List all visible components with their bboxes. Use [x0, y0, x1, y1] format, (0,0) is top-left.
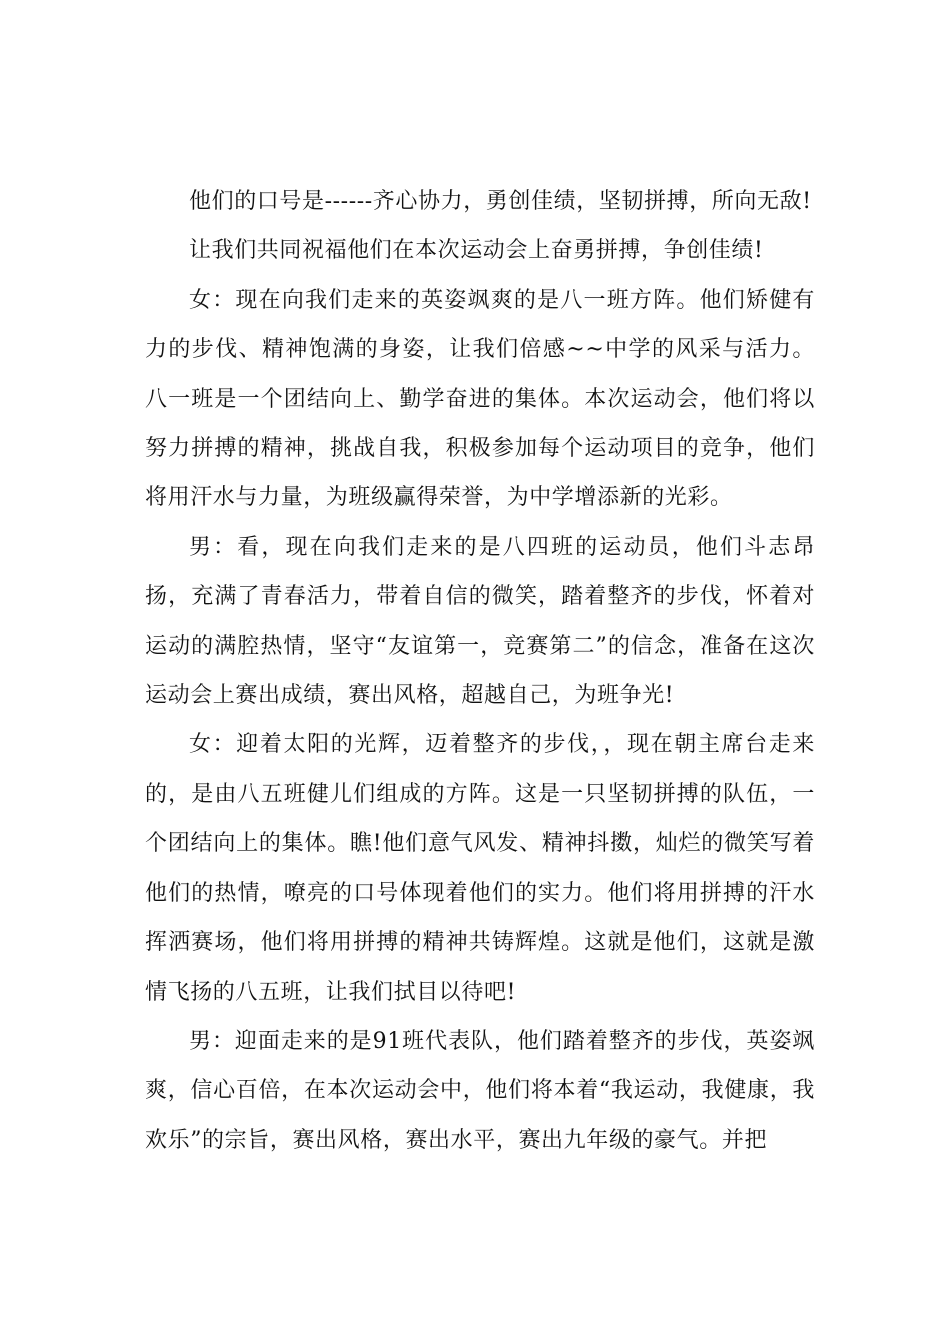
paragraph-class-91: 男：迎面走来的是91班代表队，他们踏着整齐的步伐，英姿飒爽，信心百倍，在本次运动会中，他们将本着“我运动，我健康，我欢乐”的宗旨，赛出风格，赛出水平，赛出九年级的豪气。并把: [145, 1028, 815, 1153]
paragraph-blessing: 让我们共同祝福他们在本次运动会上奋勇拼搏，争创佳绩!: [189, 238, 764, 264]
document-body: [145, 177, 815, 1165]
paragraph-class-8-4: 男：看，现在向我们走来的是八四班的运动员，他们斗志昂扬，充满了青春活力，带着自信的微笑，踏着整齐的步伐，怀着对运动的满腔热情，坚守“友谊第一，竞赛第二”的信念，准备在这次运动会上赛出成绩，赛出风格，超越自己，为班争光!: [145, 534, 815, 709]
paragraph-class-8-5: 女：迎着太阳的光辉，迈着整齐的步伐，，现在朝主席台走来的，是由八五班健儿们组成的方阵。这是一只坚韧拼搏的队伍，一个团结向上的集体。瞧!他们意气风发、精神抖擞，灿烂的微笑写着他们的热情，嘹亮的口号体现着他们的实力。他们将用拼搏的汗水挥洒赛场，他们将用拼搏的精神共铸辉煌。这就是他们，这就是激情飞扬的八五班，让我们拭目以待吧!: [145, 732, 815, 1005]
paragraph-slogan: 他们的口号是------齐心协力，勇创佳绩，坚韧拼搏，所向无敌!: [189, 189, 812, 214]
paragraph-class-8-1: 女：现在向我们走来的英姿飒爽的是八一班方阵。他们矫健有力的步伐、精神饱满的身姿，让我们倍感~~中学的风采与活力。八一班是一个团结向上、勤学奋进的集体。本次运动会，他们将以努力拼搏的精神，挑战自我，积极参加每个运动项目的竞争，他们将用汗水与力量，为班级赢得荣誉，为中学增添新的光彩。: [145, 287, 815, 511]
